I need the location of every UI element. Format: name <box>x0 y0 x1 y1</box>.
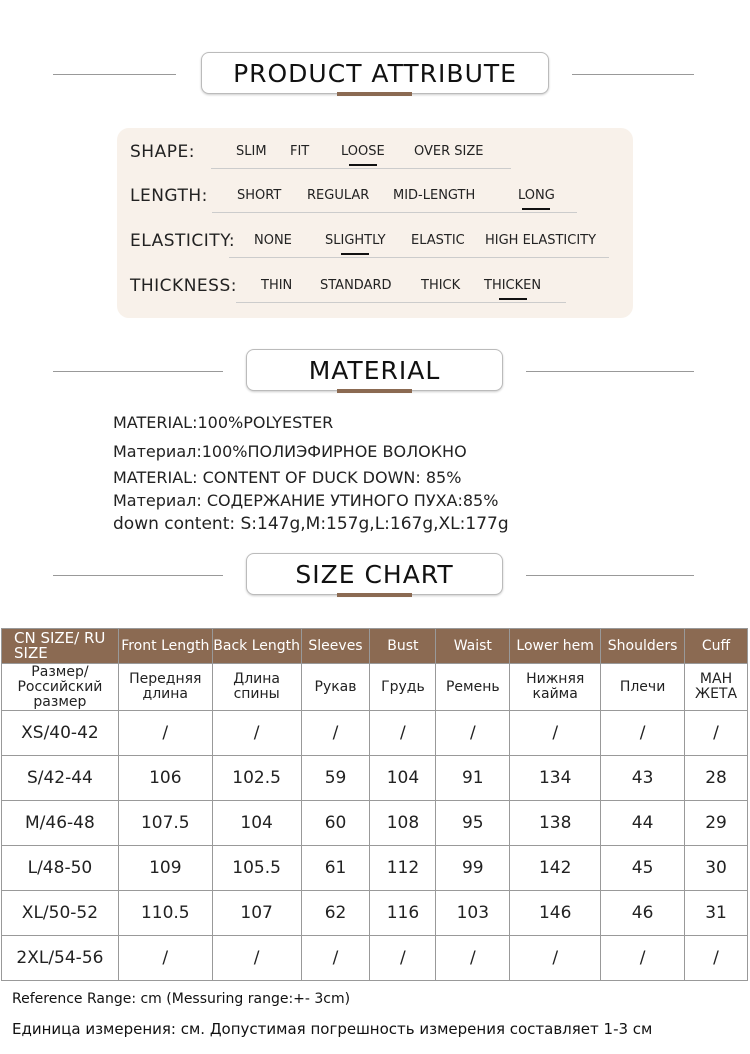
measure-cell: / <box>601 936 685 981</box>
measure-cell: 109 <box>118 846 212 891</box>
measure-cell: 108 <box>370 801 436 846</box>
measure-cell: / <box>685 711 748 756</box>
measure-cell: 31 <box>685 891 748 936</box>
size-cell: S/42-44 <box>2 756 119 801</box>
attribute-option: STANDARD <box>320 278 392 293</box>
attribute-option: REGULAR <box>307 188 370 203</box>
attribute-row <box>130 142 630 172</box>
measure-cell: / <box>510 711 601 756</box>
attribute-option: SHORT <box>237 188 282 203</box>
column-header: CN SIZE/ RU SIZE <box>2 629 119 664</box>
column-header: Front Length <box>118 629 212 664</box>
attribute-label: ELASTICITY: <box>130 231 236 251</box>
column-header: Bust <box>370 629 436 664</box>
attribute-label: THICKNESS: <box>130 276 237 296</box>
measure-cell: 59 <box>301 756 370 801</box>
measure-cell: 106 <box>118 756 212 801</box>
measure-cell: 105.5 <box>212 846 301 891</box>
measure-cell: 107 <box>212 891 301 936</box>
measure-cell: / <box>301 936 370 981</box>
attribute-option: NONE <box>254 233 292 248</box>
section-title: PRODUCT ATTRIBUTE <box>201 52 549 94</box>
material-line: Материал: СОДЕРЖАНИЕ УТИНОГО ПУХА:85% <box>113 491 499 510</box>
measure-cell: 146 <box>510 891 601 936</box>
material-line: MATERIAL: CONTENT OF DUCK DOWN: 85% <box>113 468 462 487</box>
attribute-option: MID-LENGTH <box>393 188 476 203</box>
attribute-option: FIT <box>290 144 310 159</box>
column-header-ru: Длина спины <box>212 664 301 711</box>
size-cell: L/48-50 <box>2 846 119 891</box>
attribute-option: THIN <box>261 278 293 293</box>
column-header: Lower hem <box>510 629 601 664</box>
section-header-size-chart <box>0 553 750 599</box>
measure-cell: 43 <box>601 756 685 801</box>
measure-cell: 61 <box>301 846 370 891</box>
measure-cell: 28 <box>685 756 748 801</box>
table-row <box>2 936 748 981</box>
section-header-material <box>0 349 750 395</box>
attribute-row <box>130 231 630 261</box>
size-cell: XL/50-52 <box>2 891 119 936</box>
measure-cell: / <box>212 711 301 756</box>
measure-cell: / <box>370 711 436 756</box>
measure-cell: / <box>301 711 370 756</box>
measure-cell: 60 <box>301 801 370 846</box>
measure-cell: 138 <box>510 801 601 846</box>
measure-cell: 104 <box>370 756 436 801</box>
column-header: Shoulders <box>601 629 685 664</box>
attribute-option: OVER SIZE <box>414 144 484 159</box>
table-row <box>2 891 748 936</box>
reference-note: Reference Range: cm (Messuring range:+- 3cm) <box>12 991 351 1007</box>
table-row <box>2 846 748 891</box>
column-header-ru: Рукав <box>301 664 370 711</box>
header-row-en <box>2 629 748 664</box>
column-header: Waist <box>436 629 510 664</box>
size-cell: XS/40-42 <box>2 711 119 756</box>
measure-cell: 45 <box>601 846 685 891</box>
measure-cell: 116 <box>370 891 436 936</box>
measure-cell: / <box>370 936 436 981</box>
reference-note-ru: Единица измерения: см. Допустимая погрешность измерения составляет 1-3 см <box>12 1020 653 1038</box>
table-row <box>2 756 748 801</box>
column-header: Sleeves <box>301 629 370 664</box>
section-title: MATERIAL <box>246 349 503 391</box>
measure-cell: 30 <box>685 846 748 891</box>
measure-cell: 107.5 <box>118 801 212 846</box>
column-header: Back Length <box>212 629 301 664</box>
measure-cell: 95 <box>436 801 510 846</box>
table-row <box>2 801 748 846</box>
measure-cell: 99 <box>436 846 510 891</box>
column-header-ru: Размер/ Российский размер <box>2 664 119 711</box>
measure-cell: 110.5 <box>118 891 212 936</box>
attribute-row <box>130 186 630 216</box>
column-header-ru: Грудь <box>370 664 436 711</box>
section-title: SIZE CHART <box>246 553 503 595</box>
measure-cell: 134 <box>510 756 601 801</box>
attribute-label: LENGTH: <box>130 186 208 206</box>
measure-cell: 102.5 <box>212 756 301 801</box>
measure-cell: 112 <box>370 846 436 891</box>
measure-cell: / <box>436 936 510 981</box>
attribute-option: LONG <box>518 188 555 203</box>
column-header-ru: МАН ЖЕТА <box>685 664 748 711</box>
material-line: down content: S:147g,M:157g,L:167g,XL:177g <box>113 514 509 534</box>
measure-cell: 142 <box>510 846 601 891</box>
measure-cell: 104 <box>212 801 301 846</box>
table-row <box>2 711 748 756</box>
measure-cell: 62 <box>301 891 370 936</box>
measure-cell: 29 <box>685 801 748 846</box>
attribute-label: SHAPE: <box>130 142 195 162</box>
size-cell: 2XL/54-56 <box>2 936 119 981</box>
attribute-panel <box>117 128 633 318</box>
size-cell: M/46-48 <box>2 801 119 846</box>
attribute-option: SLIM <box>236 144 267 159</box>
measure-cell: / <box>436 711 510 756</box>
attribute-option: THICKEN <box>484 278 542 293</box>
measure-cell: / <box>510 936 601 981</box>
attribute-option: ELASTIC <box>411 233 465 248</box>
measure-cell: / <box>685 936 748 981</box>
material-line: MATERIAL:100%POLYESTER <box>113 413 334 432</box>
column-header-ru: Нижняя кайма <box>510 664 601 711</box>
attribute-option: THICK <box>421 278 461 293</box>
measure-cell: 103 <box>436 891 510 936</box>
attribute-row <box>130 276 630 306</box>
column-header-ru: Передняя длина <box>118 664 212 711</box>
measure-cell: 46 <box>601 891 685 936</box>
measure-cell: / <box>212 936 301 981</box>
measure-cell: / <box>118 711 212 756</box>
measure-cell: / <box>601 711 685 756</box>
measure-cell: 44 <box>601 801 685 846</box>
attribute-option: LOOSE <box>341 144 385 159</box>
column-header-ru: Плечи <box>601 664 685 711</box>
measure-cell: 91 <box>436 756 510 801</box>
header-row-ru <box>2 664 748 711</box>
measure-cell: / <box>118 936 212 981</box>
column-header: Cuff <box>685 629 748 664</box>
column-header-ru: Ремень <box>436 664 510 711</box>
material-line: Материал:100%ПОЛИЭФИРНОЕ ВОЛОКНО <box>113 442 467 461</box>
attribute-option: SLIGHTLY <box>325 233 386 248</box>
attribute-option: HIGH ELASTICITY <box>485 233 597 248</box>
size-chart-table <box>1 628 748 981</box>
section-header-attribute <box>0 52 750 98</box>
